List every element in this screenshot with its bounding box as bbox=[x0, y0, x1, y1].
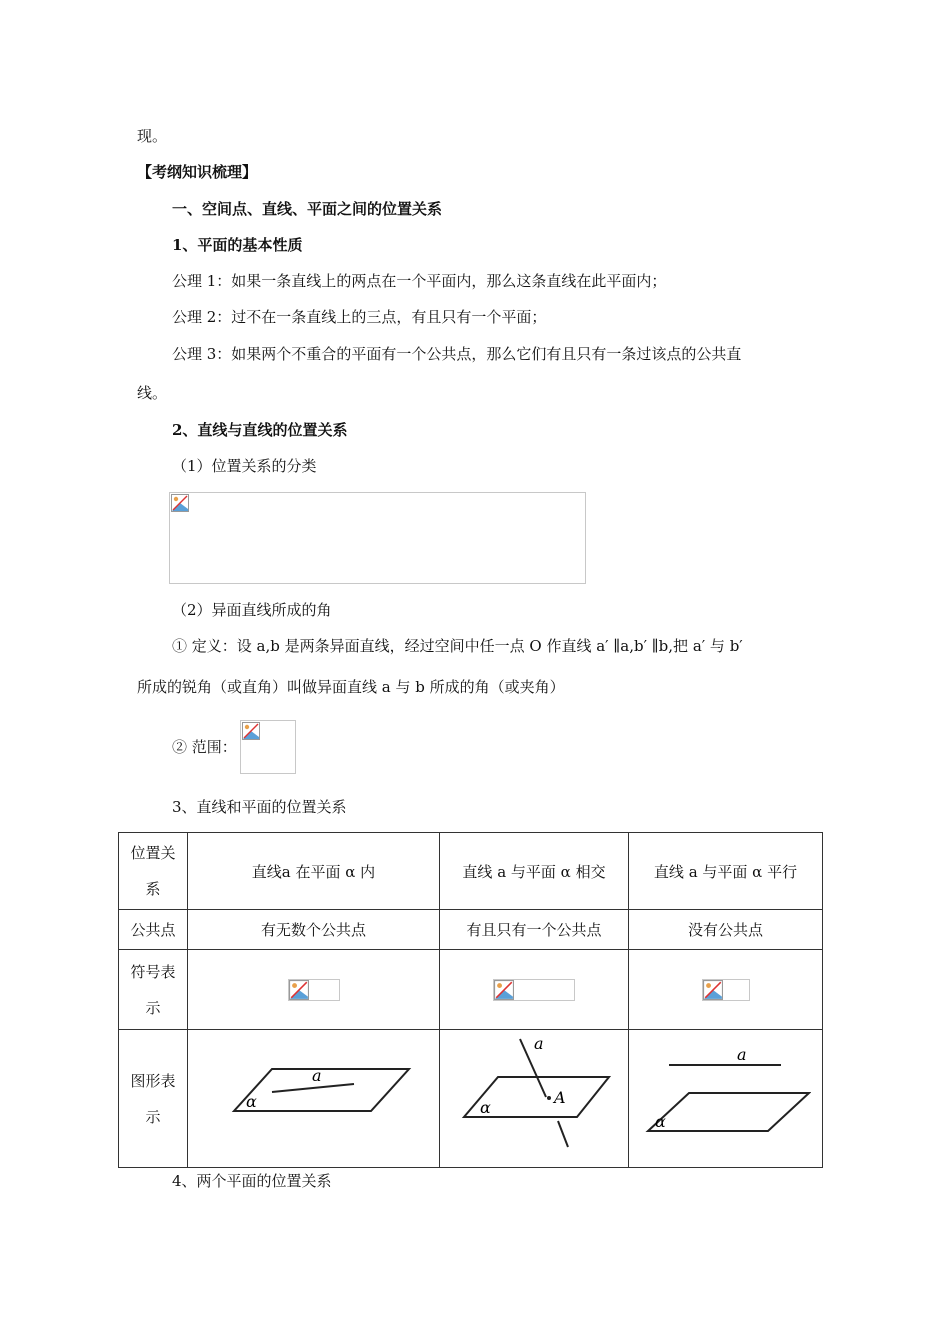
point-A bbox=[547, 1096, 551, 1100]
line-parallel-plane-figure bbox=[641, 1044, 811, 1154]
table-row bbox=[119, 833, 823, 910]
symbol-cell bbox=[440, 950, 629, 1030]
table-row bbox=[119, 950, 823, 1030]
range-label: ② 范围： bbox=[172, 738, 237, 756]
definition-line1: ① 定义：设 a,b 是两条异面直线，经过空间中任一点 O 作直线 a′ ∥a,b′ ∥b,把 a′ 与 b′ bbox=[172, 637, 743, 655]
row-header-figure bbox=[119, 1030, 188, 1168]
heading-1: 一、空间点、直线、平面之间的位置关系 bbox=[172, 200, 443, 218]
row-header-text: 示 bbox=[145, 998, 161, 1017]
axiom-1: 公理 1：如果一条直线上的两点在一个平面内，那么这条直线在此平面内； bbox=[172, 272, 667, 290]
sub-heading-2: （2）异面直线所成的角 bbox=[172, 601, 332, 619]
plane-parallelogram bbox=[648, 1093, 809, 1131]
heading-1-1: 1、平面的基本性质 bbox=[172, 236, 303, 254]
broken-image-icon bbox=[171, 494, 189, 512]
sub-heading-1: （1）位置关系的分类 bbox=[172, 457, 317, 475]
column-header-in-plane: 直线a 在平面 α 内 bbox=[188, 833, 440, 910]
line-plane-relation-table bbox=[118, 832, 823, 1168]
figure-cell-parallel bbox=[629, 1030, 823, 1168]
line-a-label: a bbox=[534, 1034, 544, 1053]
heading-1-2: 2、直线与直线的位置关系 bbox=[172, 421, 348, 439]
row-header-text: 符号表 bbox=[130, 962, 176, 981]
line-intersect-plane-figure bbox=[454, 1035, 614, 1163]
line-in-plane-figure bbox=[214, 1059, 414, 1139]
symbol-image bbox=[702, 979, 750, 1001]
table-row bbox=[119, 910, 823, 950]
common-points-cell: 有且只有一个公共点 bbox=[440, 910, 629, 950]
line-a-label: a bbox=[736, 1044, 747, 1064]
broken-image-icon bbox=[242, 722, 260, 740]
broken-image-icon bbox=[703, 980, 723, 1000]
definition-line2: 所成的锐角（或直角）叫做异面直线 a 与 b 所成的角（或夹角） bbox=[137, 678, 565, 696]
symbol-cell bbox=[629, 950, 823, 1030]
figure-cell-intersect bbox=[440, 1030, 629, 1168]
row-header-common-points: 公共点 bbox=[119, 910, 188, 950]
plane-alpha-label: α bbox=[245, 1091, 257, 1111]
classification-image bbox=[169, 492, 586, 584]
line-a-label: a bbox=[311, 1065, 322, 1085]
table-row bbox=[119, 1030, 823, 1168]
row-header-text: 系 bbox=[145, 880, 161, 898]
row-header-text: 示 bbox=[145, 1107, 161, 1126]
line-a bbox=[272, 1084, 354, 1092]
symbol-cell bbox=[188, 950, 440, 1030]
symbol-image bbox=[493, 979, 575, 1001]
section-header: 【考纲知识梳理】 bbox=[137, 163, 258, 181]
plane-alpha-label: α bbox=[654, 1111, 666, 1131]
broken-image-icon bbox=[494, 980, 514, 1000]
heading-1-4: 4、两个平面的位置关系 bbox=[172, 1172, 332, 1190]
line-a-below bbox=[558, 1121, 568, 1147]
broken-image-icon bbox=[289, 980, 309, 1000]
axiom-3-line2: 线。 bbox=[137, 384, 168, 402]
intro-tail: 现。 bbox=[137, 127, 168, 145]
heading-1-3: 3、直线和平面的位置关系 bbox=[172, 798, 347, 816]
column-header-intersect: 直线 a 与平面 α 相交 bbox=[440, 833, 629, 910]
point-A-label: A bbox=[554, 1087, 566, 1107]
column-header-parallel: 直线 a 与平面 α 平行 bbox=[629, 833, 823, 910]
row-header-text: 图形表 bbox=[130, 1071, 176, 1090]
plane-alpha-label: α bbox=[480, 1097, 491, 1117]
common-points-cell: 有无数个公共点 bbox=[188, 910, 440, 950]
row-header-text: 位置关 bbox=[130, 844, 176, 862]
common-points-cell: 没有公共点 bbox=[629, 910, 823, 950]
symbol-image bbox=[288, 979, 340, 1001]
figure-cell-in-plane bbox=[188, 1030, 440, 1168]
row-header-symbol bbox=[119, 950, 188, 1030]
axiom-2: 公理 2：过不在一条直线上的三点，有且只有一个平面； bbox=[172, 308, 547, 326]
row-header-relation bbox=[119, 833, 188, 910]
axiom-3-line1: 公理 3：如果两个不重合的平面有一个公共点，那么它们有且只有一条过该点的公共直 bbox=[172, 345, 742, 363]
range-image bbox=[240, 720, 296, 774]
